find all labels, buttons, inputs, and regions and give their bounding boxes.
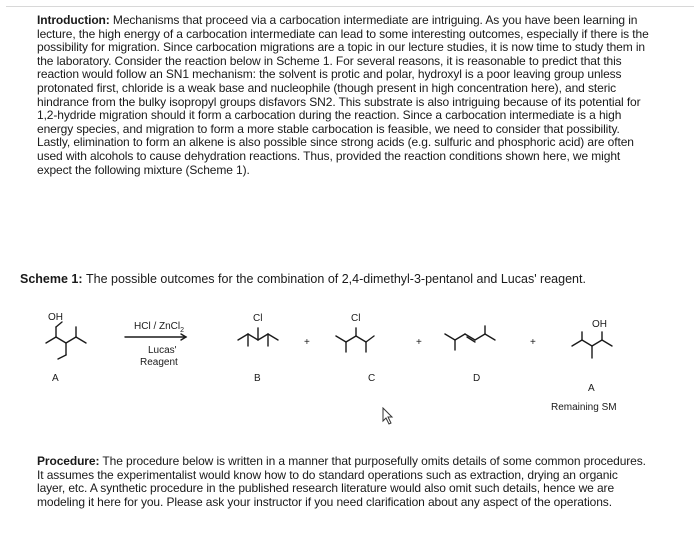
scheme-caption: The possible outcomes for the combination of 2,4-dimethyl-3-pentanol and Lucas' reagent. bbox=[86, 272, 586, 286]
plus-sign-2: + bbox=[416, 337, 422, 348]
scheme-label: Scheme 1: bbox=[20, 272, 83, 286]
introduction-label: Introduction: bbox=[37, 13, 110, 27]
structure-b-cl-label: Cl bbox=[253, 313, 263, 324]
reagent-bottom-label-2: Reagent bbox=[140, 357, 178, 368]
reagent-bottom-label-1: Lucas' bbox=[148, 345, 177, 356]
structure-a bbox=[46, 322, 86, 359]
introduction-text: Mechanisms that proceed via a carbocation intermediate are intriguing. As you have been learning in lecture, the high energy of a carbocation intermediate can lead to some interesting outcomes, especially if there is the possibility for migration. Since carbocation migrations are a topic in our lecture studies, it is now time to study them in the laboratory. Consider the reaction below in Scheme 1. For several reasons, it is reasonable to predict that this reaction would follow an SN1 mechanism: the solvent is protic and polar, hydroxyl is a poor leaving group unless protonated first, chloride is a weak base and nucleophile (though present in high concentration here), and steric hindrance from the bulky isopropyl groups disfavors SN2. This substrate is also intriguing because of its potential for 1,2-hydride migration should it form a carbocation during the reaction. Since a carbocation intermediate is a high energy species, and migration to form a more stable carbocation is feasible, we need to consider that possibility. Lastly, elimination to form an alkene is also possible since strong acids (e.g. sulfuric and phosphoric acid) are often used with alcohols to cause dehydration reactions. Thus, provided the reaction conditions shown here, we might expect the following mixture (Scheme 1). bbox=[37, 13, 649, 177]
structure-b bbox=[238, 328, 278, 346]
scheme-1-reaction bbox=[18, 300, 682, 420]
introduction-paragraph bbox=[37, 14, 649, 177]
compound-label-d: D bbox=[473, 373, 481, 384]
remaining-sm-label: Remaining SM bbox=[551, 402, 617, 413]
structure-c-cl-label: Cl bbox=[351, 313, 361, 324]
plus-sign-3: + bbox=[530, 337, 536, 348]
scheme-title bbox=[20, 272, 680, 287]
reaction-arrow bbox=[125, 334, 186, 340]
mouse-pointer-icon bbox=[381, 407, 395, 425]
compound-label-a-remaining: A bbox=[588, 383, 595, 394]
structure-a-remaining bbox=[572, 332, 612, 358]
plus-sign-1: + bbox=[304, 337, 310, 348]
structure-d bbox=[445, 326, 495, 350]
procedure-paragraph bbox=[37, 455, 649, 509]
compound-label-b: B bbox=[254, 373, 261, 384]
structure-a-oh-label: OH bbox=[48, 312, 63, 323]
compound-label-c: C bbox=[368, 373, 376, 384]
compound-label-a: A bbox=[52, 373, 59, 384]
procedure-label: Procedure: bbox=[37, 454, 100, 468]
structure-c bbox=[336, 328, 374, 352]
procedure-text: The procedure below is written in a manner that purposefully omits details of some common procedures. It assumes the experimentalist would know how to do standard operations such as extraction, drying an organic layer, etc. A synthetic procedure in the published research literature would also omit such details, hence we are modeling it here for you. Please ask your instructor if you need clarification about any aspect of the operations. bbox=[37, 454, 646, 509]
structure-a-remaining-oh-label: OH bbox=[592, 319, 607, 330]
reagent-top-label: HCl / ZnCl$_2$ bbox=[134, 321, 185, 334]
